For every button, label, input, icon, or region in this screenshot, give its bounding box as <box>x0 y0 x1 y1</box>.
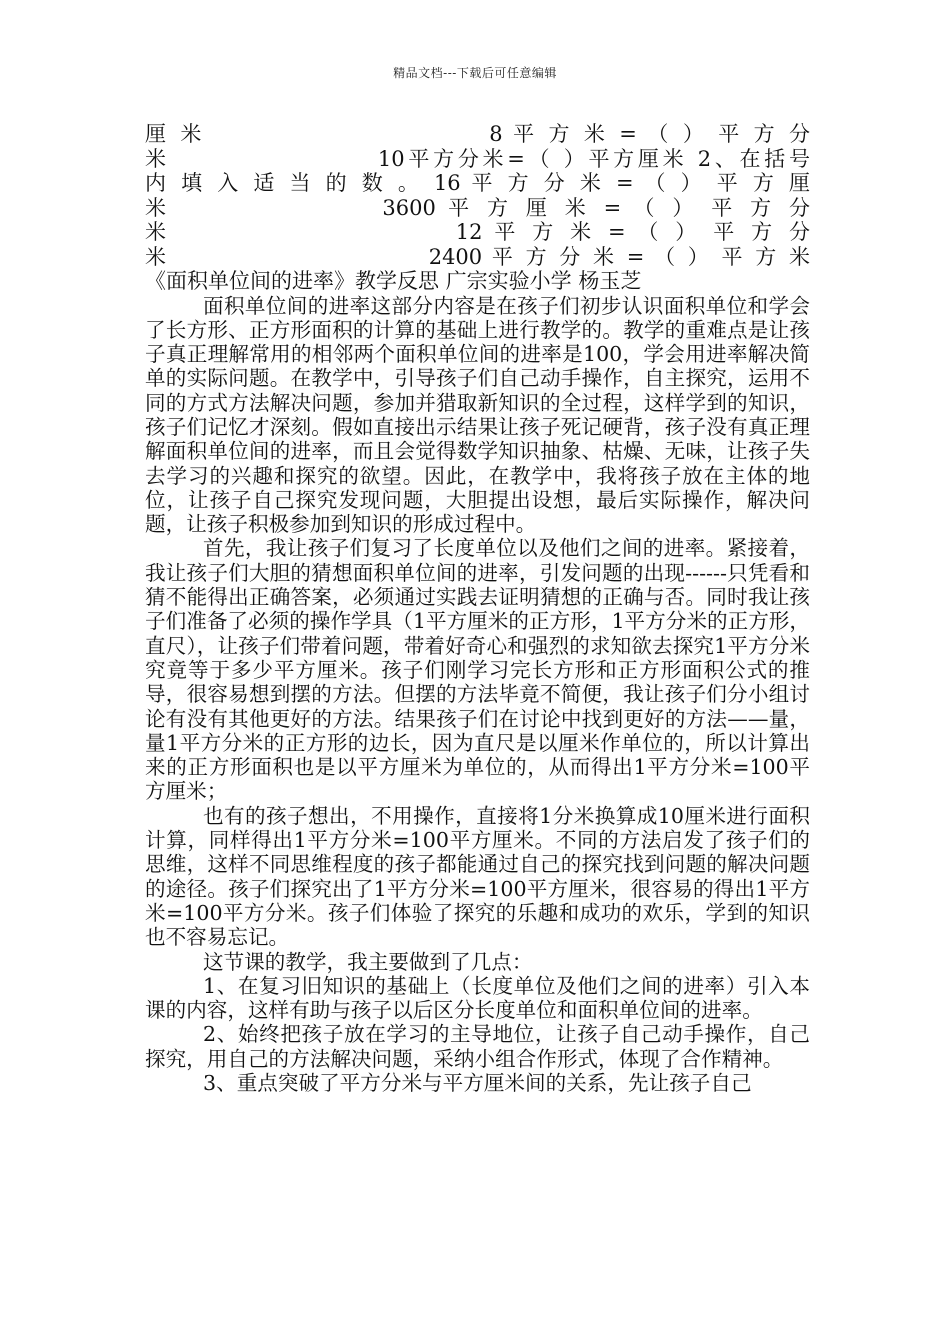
page-header: 精品文档---下载后可任意编辑 <box>393 66 557 80</box>
exercise-line: 厘 米 8 平 方 米 = （ ） 平 方 分 <box>145 122 810 146</box>
paragraph-intro: 面积单位间的进率这部分内容是在孩子们初步认识面积单位和学会了长方形、正方形面积的计算的基础上进行教学的。教学的重难点是让孩子真正理解常用的相邻两个面积单位间的进率是100，学会用进率解决简单的实际问题。在教学中，引导孩子们自己动手操作，自主探究，运用不同的方式方法解决问题，参加并猎取新知识的全过程，这样学到的知识，孩子们记忆才深刻。假如直接出示结果让孩子死记硬背，孩子没有真正理解面积单位间的进率，而且会觉得数学知识抽象、枯燥、无味，让孩子失去学习的兴趣和探究的欲望。因此，在教学中，我将孩子放在主体的地位，让孩子自己探究发现问题，大胆提出设想，最后实际操作，解决问题，让孩子积极参加到知识的形成过程中。 <box>145 293 810 537</box>
paragraph-point-2: 2、始终把孩子放在学习的主导地位，让孩子自己动手操作，自己探究，用自己的方法解决问题，采纳小组合作形式，体现了合作精神。 <box>145 1022 810 1071</box>
exercise-line: 内 填 入 适 当 的 数 。 16 平 方 分 米 = （ ） 平 方 厘 <box>145 171 810 195</box>
paragraph-first: 首先，我让孩子们复习了长度单位以及他们之间的进率。紧接着，我让孩子们大胆的猜想面积单位间的进率，引发问题的出现------只凭看和猜不能得出正确答案，必须通过实践去证明猜想的正确与否。同时我让孩子们准备了必须的操作学具（1平方厘米的正方形，1平方分米的正方形，直尺），让孩子们带着问题，带着好奇心和强烈的求知欲去探究1平方分米究竟等于多少平方厘米。孩子们刚学习完长方形和正方形面积公式的推导，很容易想到摆的方法。但摆的方法毕竟不简便，我让孩子们分小组讨论有没有其他更好的方法。结果孩子们在讨论中找到更好的方法——量，量1平方分米的正方形的边长，因为直尺是以厘米作单位的，所以计算出来的正方形面积也是以平方厘米为单位的，从而得出1平方分米=100平方厘米； <box>145 536 810 804</box>
exercise-line: 米 12 平 方 米 = （ ） 平 方 分 <box>145 220 810 244</box>
paragraph-point-3: 3、重点突破了平方分米与平方厘米间的关系，先让孩子自己 <box>203 1071 752 1095</box>
paragraph-summary-lead: 这节课的教学，我主要做到了几点： <box>203 949 533 974</box>
document-body <box>145 122 810 1095</box>
exercise-line: 米 10平方分米=（ ）平方厘米 2、在括号 <box>145 146 810 171</box>
exercise-line: 米 2400 平 方 分 米 = （ ） 平 方 米 <box>145 244 810 269</box>
paragraph-point-1: 1、在复习旧知识的基础上（长度单位及他们之间的进率）引入本课的内容，这样有助与孩子以后区分长度单位和面积单位间的进率。 <box>145 973 810 1023</box>
exercise-line: 米 3600 平 方 厘 米 = （ ） 平 方 分 <box>145 195 810 220</box>
article-title: 《面积单位间的进率》教学反思 广宗实验小学 杨玉芝 <box>145 269 642 293</box>
paragraph-other-method: 也有的孩子想出，不用操作，直接将1分米换算成10厘米进行面积计算，同样得出1平方分米=100平方厘米。不同的方法启发了孩子们的思维，这样不同思维程度的孩子都能通过自己的探究找到问题的解决问题的途径。孩子们探究出了1平方分米=100平方厘米，很容易的得出1平方米=100平方分米。孩子们体验了探究的乐趣和成功的欢乐，学到的知识也不容易忘记。 <box>145 803 810 950</box>
